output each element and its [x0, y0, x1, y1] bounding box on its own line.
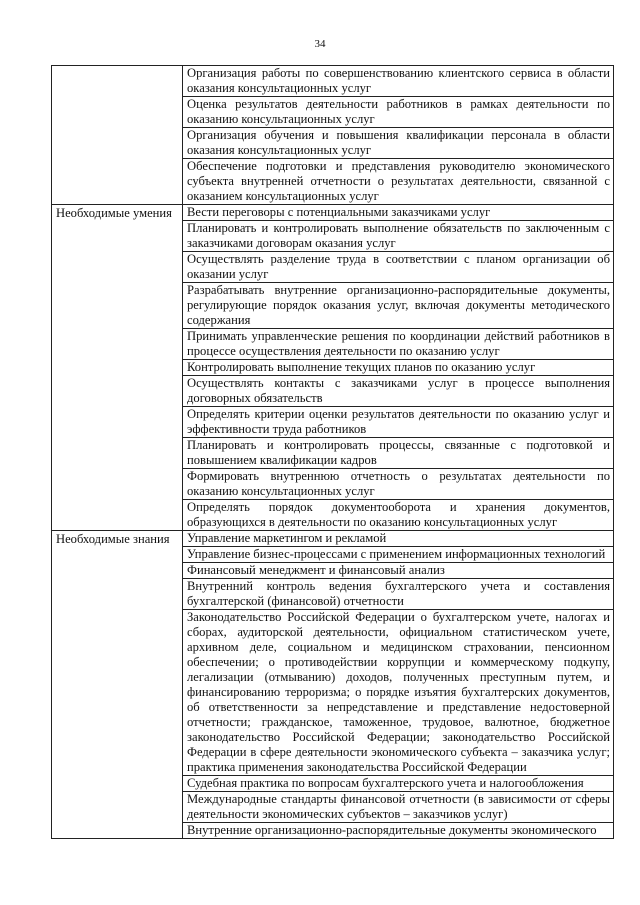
knowledge-section-item: Финансовый менеджмент и финансовый анализ — [183, 563, 614, 579]
skills-section-item: Планировать и контролировать процессы, связанные с подготовкой и повышением квалификации кадров — [183, 438, 614, 469]
knowledge-section-item: Внутренний контроль ведения бухгалтерского учета и составления бухгалтерской (финансовой) отчетности — [183, 579, 614, 610]
knowledge-section-row — [52, 531, 614, 547]
continued-section-item: Обеспечение подготовки и представления руководителю экономического субъекта внутренней отчетности о результатах деятельности, связанной с оказанием консультационных услуг — [183, 159, 614, 205]
skills-section-row — [52, 205, 614, 221]
skills-section-item: Вести переговоры с потенциальными заказчиками услуг — [183, 205, 614, 221]
knowledge-section-label-cell — [52, 531, 183, 839]
skills-section-item: Разрабатывать внутренние организационно-распорядительные документы, регулирующие порядок оказания услуг, включая документы методического содержания — [183, 283, 614, 329]
skills-section-label-cell — [52, 205, 183, 531]
continued-section-item: Организация работы по совершенствованию клиентского сервиса в области оказания консультационных услуг — [183, 66, 614, 97]
continued-section-item: Организация обучения и повышения квалификации персонала в области оказания консультационных услуг — [183, 128, 614, 159]
page-number: 34 — [314, 38, 326, 50]
continued-section-label-cell — [52, 66, 183, 205]
knowledge-section-item: Управление бизнес-процессами с применением информационных технологий — [183, 547, 614, 563]
continued-section-item: Оценка результатов деятельности работников в рамках деятельности по оказанию консультационных услуг — [183, 97, 614, 128]
knowledge-section-item: Законодательство Российской Федерации о бухгалтерском учете, налогах и сборах, аудиторской деятельности, официальном статистическом учете, архивном деле, социальном и медицинском страховании, пенсионном обеспечении; о противодействии коррупции и коммерческому подкупу, легализации (отмыванию) доходов, полученных преступным путем, и финансированию терроризма; о порядке изъятия бухгалтерских документов, об ответственности за непредставление и представление недостоверной отчетности; гражданское, таможенное, трудовое, валютное, бюджетное законодательство Российской Федерации; законодательство Российской Федерации в сфере деятельности экономического субъекта – заказчика услуг; практика применения законодательства Российской Федерации — [183, 610, 614, 776]
skills-section-item: Осуществлять разделение труда в соответствии с планом организации об оказании услуг — [183, 252, 614, 283]
skills-section-item: Осуществлять контакты с заказчиками услуг в процессе выполнения договорных обязательств — [183, 376, 614, 407]
requirements-table — [51, 65, 614, 839]
skills-section-item: Определять порядок документооборота и хранения документов, образующихся в деятельности по оказанию консультационных услуг — [183, 500, 614, 531]
skills-section-item: Контролировать выполнение текущих планов по оказанию услуг — [183, 360, 614, 376]
skills-section-item: Формировать внутреннюю отчетность о результатах деятельности по оказанию консультационных услуг — [183, 469, 614, 500]
knowledge-section-item: Судебная практика по вопросам бухгалтерского учета и налогообложения — [183, 776, 614, 792]
knowledge-section-item: Управление маркетингом и рекламой — [183, 531, 614, 547]
continued-section-label — [56, 66, 179, 67]
knowledge-section-item: Внутренние организационно-распорядительные документы экономического — [183, 823, 614, 839]
skills-section-item: Определять критерии оценки результатов деятельности по оказанию услуг и эффективности труда работников — [183, 407, 614, 438]
knowledge-section-label: Необходимые знания — [56, 532, 170, 546]
knowledge-section-item: Международные стандарты финансовой отчетности (в зависимости от сферы деятельности экономических субъектов – заказчиков услуг) — [183, 792, 614, 823]
skills-section-item: Принимать управленческие решения по координации действий работников в процессе осуществления деятельности по оказанию услуг — [183, 329, 614, 360]
requirements-table-body — [52, 66, 614, 839]
skills-section-label: Необходимые умения — [56, 206, 172, 220]
continued-section-row — [52, 66, 614, 97]
skills-section-item: Планировать и контролировать выполнение обязательств по заключенным с заказчиками договорам оказания услуг — [183, 221, 614, 252]
